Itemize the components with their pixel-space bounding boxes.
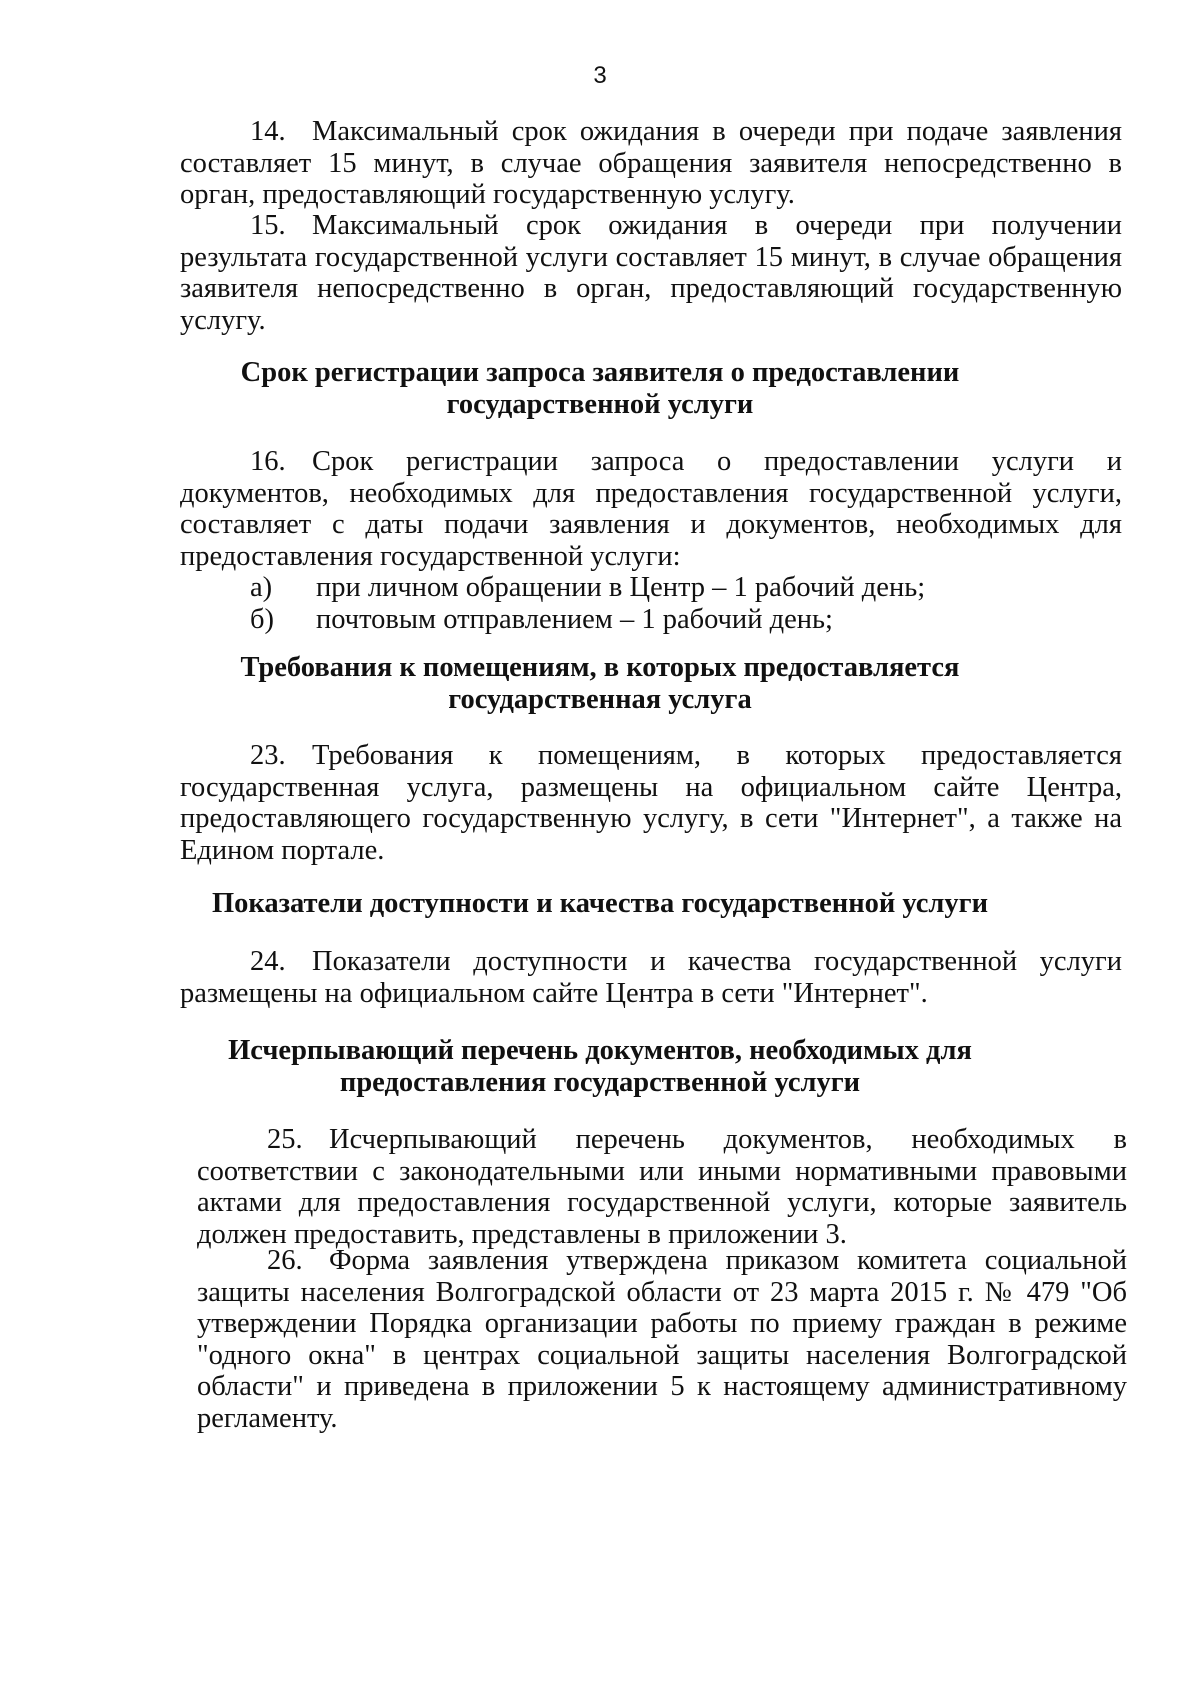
paragraph-14-text: Максимальный срок ожидания в очереди при подаче заявления составляет 15 минут, в случае обращения заявителя непосредственно в орган, предоставляющий государственную услугу. xyxy=(180,116,1122,210)
list-item-b-text: почтовым отправлением – 1 рабочий день; xyxy=(316,604,833,635)
paragraph-15 xyxy=(180,210,1122,336)
paragraph-23-text: Требования к помещениям, в которых предоставляется государственная услуга, размещены на официальном сайте Центра, предоставляющего государственную услугу, в сети "Интернет", а также на Едином портале. xyxy=(180,740,1122,866)
heading-premises-requirements xyxy=(0,652,1200,715)
list-item-a-text: при личном обращении в Центр – 1 рабочий день; xyxy=(316,572,926,603)
page-number: 3 xyxy=(593,62,607,89)
list-item-a-marker: а) xyxy=(250,572,273,603)
paragraph-16 xyxy=(180,446,1122,572)
paragraph-26-number: 26. xyxy=(267,1245,303,1276)
list-item-b-marker: б) xyxy=(250,604,274,635)
heading-quality-indicators xyxy=(0,888,1200,920)
paragraph-24-text: Показатели доступности и качества государственной услуги размещены на официальном сайте Центра в сети "Интернет". xyxy=(180,946,1122,1009)
heading-premises-requirements-line-1: Требования к помещениям, в которых предоставляется xyxy=(240,652,960,683)
paragraph-14 xyxy=(180,116,1122,211)
paragraph-16-text: Срок регистрации запроса о предоставлении услуги и документов, необходимых для предоставления государственной услуги, составляет с даты подачи заявления и документов, необходимых для предоставления государственной услуги: xyxy=(180,446,1122,572)
paragraph-16-number: 16. xyxy=(250,446,286,477)
heading-documents-list xyxy=(0,1035,1200,1098)
heading-registration-term xyxy=(0,357,1200,420)
list-item-a xyxy=(250,572,925,604)
heading-documents-list-line-2: предоставления государственной услуги xyxy=(339,1066,861,1098)
heading-registration-term-line-1: Срок регистрации запроса заявителя о предоставлении xyxy=(240,357,960,388)
paragraph-14-number: 14. xyxy=(250,116,286,147)
paragraph-26 xyxy=(197,1245,1127,1434)
heading-documents-list-line-1: Исчерпывающий перечень документов, необходимых для xyxy=(228,1035,972,1066)
paragraph-25 xyxy=(197,1124,1127,1250)
heading-registration-term-line-2: государственной услуги xyxy=(446,388,754,420)
paragraph-24-number: 24. xyxy=(250,946,286,977)
heading-premises-requirements-line-2: государственная услуга xyxy=(448,683,752,715)
paragraph-15-number: 15. xyxy=(250,210,286,241)
paragraph-23-number: 23. xyxy=(250,740,286,771)
paragraph-24 xyxy=(180,946,1122,1009)
list-item-b xyxy=(250,604,833,636)
paragraph-26-text: Форма заявления утверждена приказом комитета социальной защиты населения Волгоградской области от 23 марта 2015 г. № 479 "Об утверждении Порядка организации работы по приему граждан в режиме "одного окна" в центрах социальной защиты населения Волгоградской области" и приведена в приложении 5 к настоящему административному регламенту. xyxy=(197,1245,1127,1434)
paragraph-25-text: Исчерпывающий перечень документов, необходимых в соответствии с законодательными или иными нормативными правовыми актами для предоставления государственной услуги, которые заявитель должен предоставить, представлены в приложении 3. xyxy=(197,1124,1127,1250)
paragraph-25-number: 25. xyxy=(267,1124,303,1155)
paragraph-15-text: Максимальный срок ожидания в очереди при получении результата государственной услуги составляет 15 минут, в случае обращения заявителя непосредственно в орган, предоставляющий государственную услугу. xyxy=(180,210,1122,336)
heading-quality-indicators-line-1: Показатели доступности и качества государственной услуги xyxy=(211,888,989,919)
paragraph-23 xyxy=(180,740,1122,866)
